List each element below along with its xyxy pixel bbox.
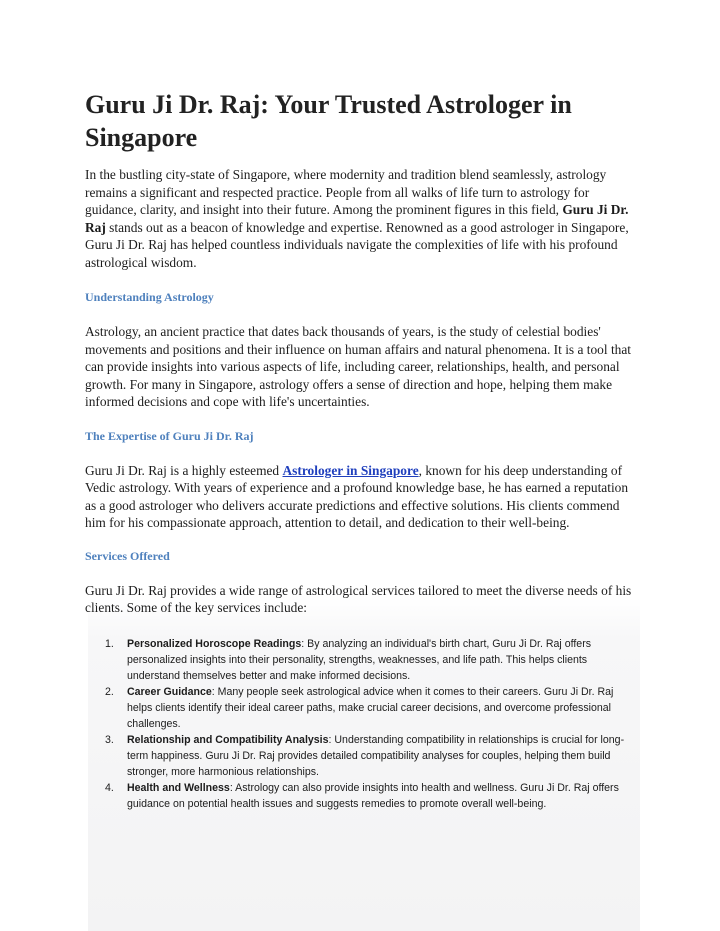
heading-expertise: The Expertise of Guru Ji Dr. Raj	[85, 428, 254, 443]
intro-text-1: In the bustling city-state of Singapore, where modernity and tradition blend seamlessly, astrology remains a significant and respected practice. People from all walks of life turn to astrology for guidance, clarity, and insight into their future. Among the prominent figures in this field,	[85, 167, 607, 217]
list-number: 3.	[105, 733, 114, 746]
list-item-title: Personalized Horoscope Readings	[127, 637, 302, 650]
services-list	[85, 636, 640, 812]
list-number: 1.	[105, 637, 114, 650]
list-item	[85, 636, 640, 684]
expertise-text-1: Guru Ji Dr. Raj is a highly esteemed	[85, 462, 283, 478]
expertise-text-2: , known for his deep understanding of Vedic astrology. With years of experience and a profound knowledge base, he has earned a reputation as a good astrologer who delivers accurate predictions and effective solutions. His clients commend him for his compassionate approach, attention to detail, and dedication to their well-being.	[85, 462, 629, 530]
list-item-text: : Understanding compatibility in relationships is crucial for long-term happiness. Guru Ji Dr. Raj provides detailed compatibility analyses for couples, helping them build stronger, more harmonious relationships.	[127, 733, 625, 778]
list-item-title: Health and Wellness	[127, 781, 230, 794]
intro-text-2: stands out as a beacon of knowledge and expertise. Renowned as a good astrologer in Singapore, Guru Ji Dr. Raj has helped countless individuals navigate the complexities of life with his profound astrological wisdom.	[85, 219, 629, 270]
list-number: 2.	[105, 685, 114, 698]
page-title: Guru Ji Dr. Raj: Your Trusted Astrologer in Singapore	[85, 90, 572, 152]
list-item	[85, 780, 640, 812]
list-item-text: : Many people seek astrological advice when it comes to their careers. Guru Ji Dr. Raj helps clients identify their ideal career paths, make crucial career decisions, and overcome professional challenges.	[127, 685, 614, 730]
heading-services-offered: Services Offered	[85, 548, 170, 563]
services-paragraph: Guru Ji Dr. Raj provides a wide range of astrological services tailored to meet the diverse needs of his clients. Some of the key services include:	[85, 582, 632, 615]
list-item-text: : Astrology can also provide insights into health and wellness. Guru Ji Dr. Raj offers guidance on potential health issues and suggests remedies to promote overall well-being.	[127, 781, 619, 810]
intro-bold-name: Guru Ji Dr. Raj	[85, 202, 629, 235]
list-item-title: Relationship and Compatibility Analysis	[127, 733, 329, 746]
heading-understanding-astrology: Understanding Astrology	[85, 290, 214, 304]
astrologer-in-singapore-link[interactable]: Astrologer in Singapore	[282, 462, 419, 478]
list-item	[85, 732, 640, 780]
list-item-text: : By analyzing an individual's birth chart, Guru Ji Dr. Raj offers personalized insights into their personality, strengths, weaknesses, and life path. This helps clients understand themselves better and make informed decisions.	[127, 637, 592, 682]
list-number: 4.	[105, 781, 114, 794]
list-item	[85, 684, 640, 732]
list-item-title: Career Guidance	[127, 685, 212, 698]
document-content	[85, 88, 640, 812]
intro-paragraph	[85, 166, 640, 271]
expertise-paragraph	[85, 462, 640, 532]
understanding-paragraph: Astrology, an ancient practice that dates back thousands of years, is the study of celestial bodies' movements and positions and their influence on human affairs and natural phenomena. It is a tool that can provide insights into various aspects of life, including career, relationships, health, and personal growth. For many in Singapore, astrology offers a sense of direction and hope, helping them make informed decisions and cope with life's uncertainties.	[85, 324, 632, 409]
